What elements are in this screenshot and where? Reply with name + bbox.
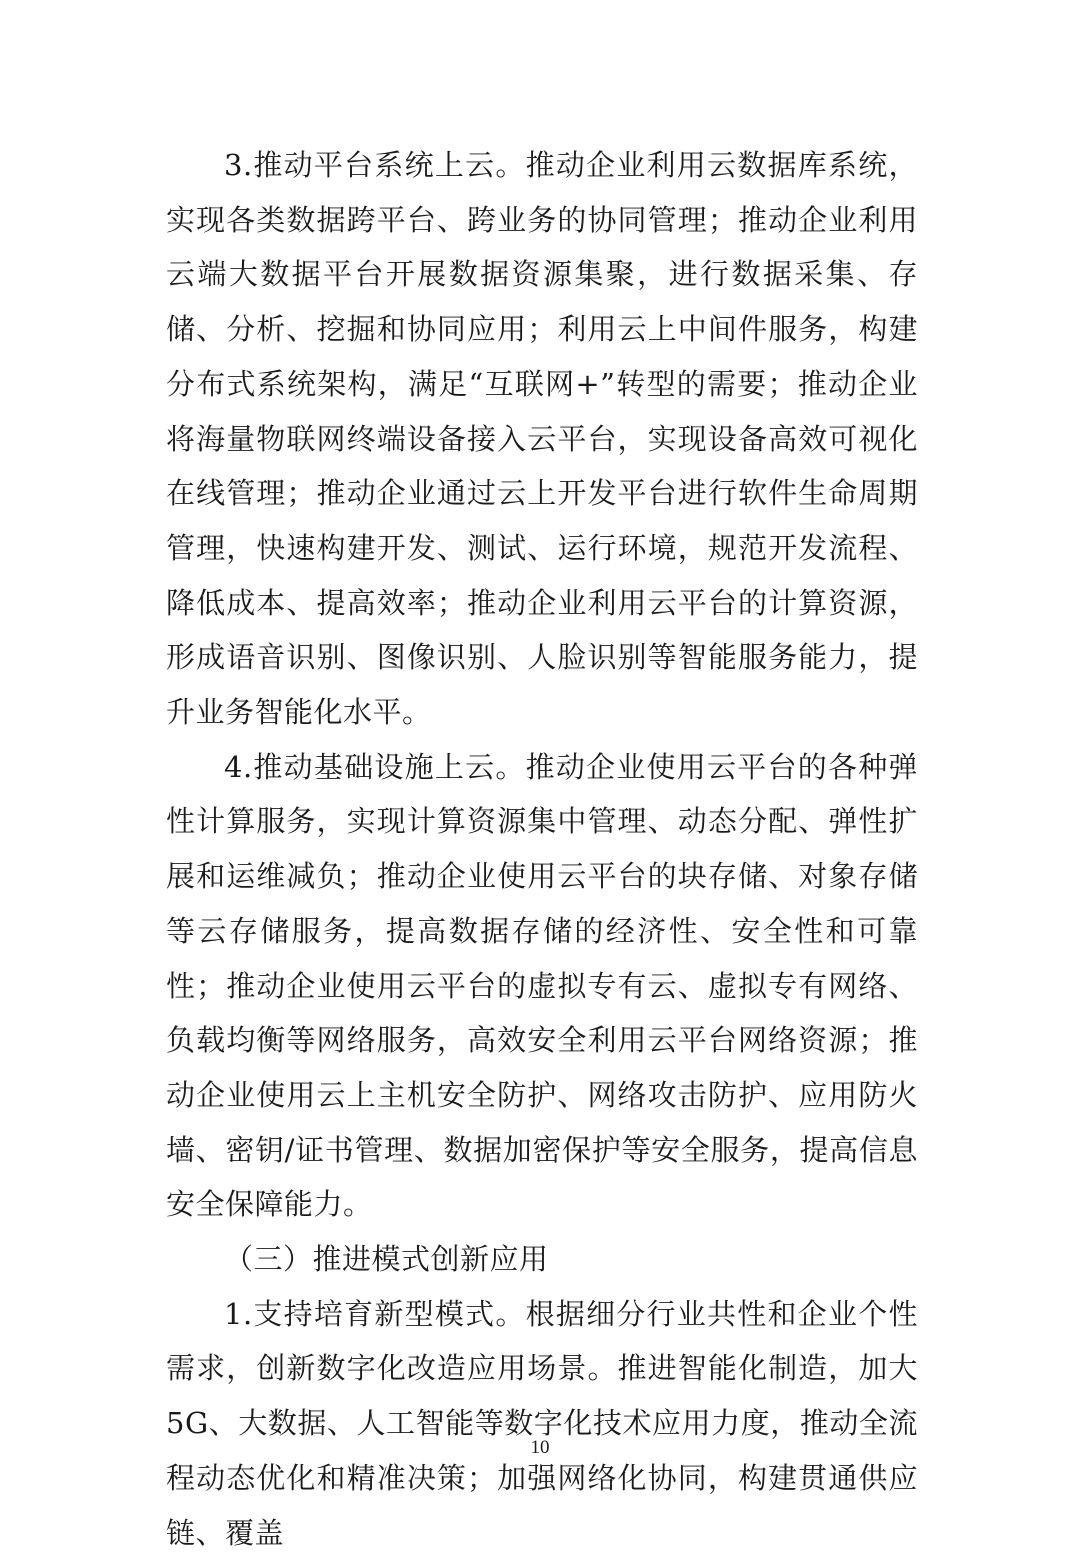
paragraph-platform-cloud: 3.推动平台系统上云。推动企业利用云数据库系统，实现各类数据跨平台、跨业务的协同管理；推动企业利用云端大数据平台开展数据资源集聚，进行数据采集、存储、分析、挖掘和协同应用；利用云上中间件服务，构建分布式系统架构，满足“互联网+”转型的需要；推动企业将海量物联网终端设备接入云平台，实现设备高效可视化在线管理；推动企业通过云上开发平台进行软件生命周期管理，快速构建开发、测试、运行环境，规范开发流程、降低成本、提高效率；推动企业利用云平台的计算资源，形成语音识别、图像识别、人脸识别等智能服务能力，提升业务智能化水平。 [166,148,918,730]
document-body [166,138,918,1560]
paragraph-new-models: 1.支持培育新型模式。根据细分行业共性和企业个性需求，创新数字化改造应用场景。推进智能化制造，加大5G、大数据、人工智能等数字化技术应用力度，推动全流程动态优化和精准决策；加强网络化协同，构建贯通供应链、覆盖 [166,1296,918,1550]
section-heading: （三）推进模式创新应用 [224,1242,549,1277]
paragraph-infrastructure-cloud: 4.推动基础设施上云。推动企业使用云平台的各种弹性计算服务，实现计算资源集中管理、动态分配、弹性扩展和运维减负；推动企业使用云平台的块存储、对象存储等云存储服务，提高数据存储的经济性、安全性和可靠性；推动企业使用云平台的虚拟专有云、虚拟专有网络、负载均衡等网络服务，高效安全利用云平台网络资源；推动企业使用云上主机安全防护、网络攻击防护、应用防火墙、密钥/证书管理、数据加密保护等安全服务，提高信息安全保障能力。 [166,749,918,1222]
page-number: 10 [530,1437,550,1458]
